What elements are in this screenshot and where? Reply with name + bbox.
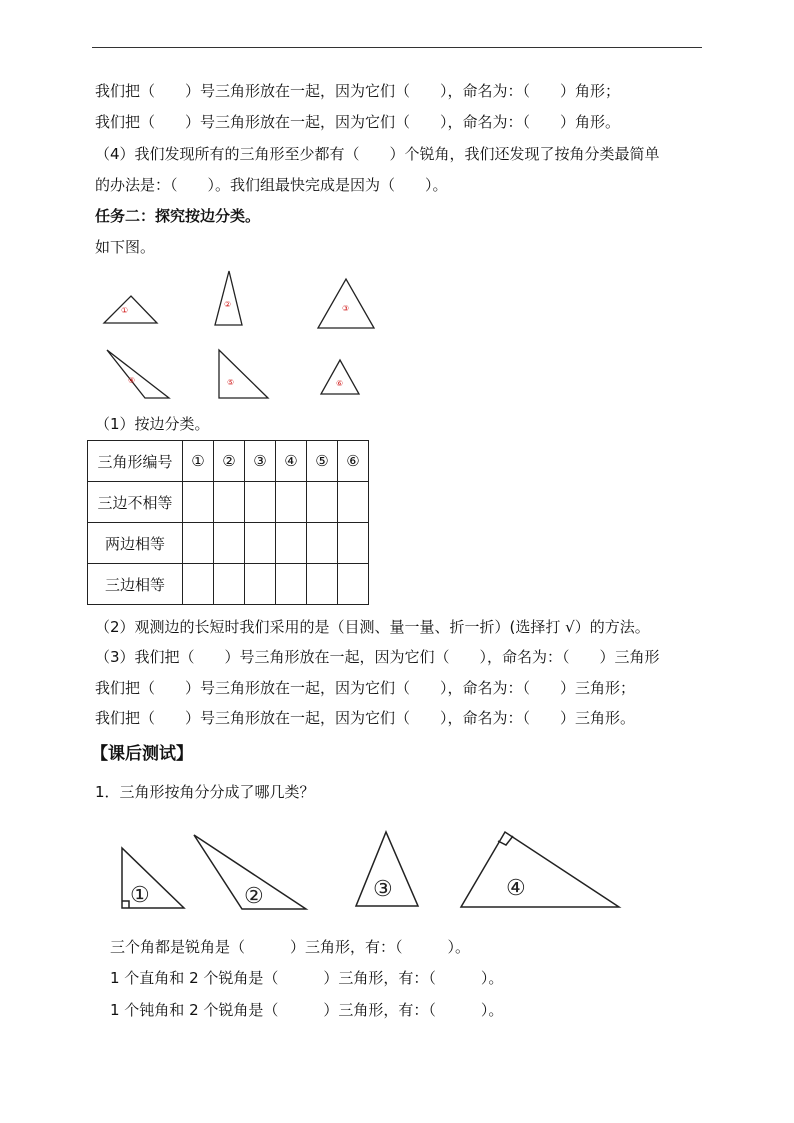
table-row bbox=[88, 523, 369, 564]
triangle-5 bbox=[219, 350, 268, 398]
triangle-3-label: ③ bbox=[342, 304, 350, 313]
text-line: （3）我们把（ ）号三角形放在一起，因为它们（ ），命名为：（ ）三角形 bbox=[95, 648, 660, 666]
table-row bbox=[88, 564, 369, 605]
table-header-cell: ② bbox=[214, 441, 245, 482]
big-triangle-2-label: ② bbox=[244, 884, 264, 909]
big-triangle-2 bbox=[194, 835, 306, 909]
table-cell bbox=[214, 564, 245, 605]
table-cell bbox=[183, 523, 214, 564]
question-1: 1．三角形按角分分成了哪几类？ bbox=[95, 783, 315, 801]
table-cell bbox=[245, 482, 276, 523]
answer-line: 1 个钝角和 2 个锐角是（ ）三角形，有：（ ）。 bbox=[110, 1001, 504, 1019]
triangle-3 bbox=[318, 279, 374, 328]
text-line: 的办法是：（ ）。我们组最快完成是因为（ ）。 bbox=[95, 176, 448, 194]
table-cell bbox=[276, 564, 307, 605]
table-cell bbox=[183, 564, 214, 605]
header-rule bbox=[92, 47, 702, 48]
table-cell bbox=[214, 482, 245, 523]
text-line: （2）观测边的长短时我们采用的是（目测、量一量、折一折）(选择打 √）的方法。 bbox=[95, 618, 650, 636]
table-cell bbox=[183, 482, 214, 523]
table-cell bbox=[214, 523, 245, 564]
row-label: 三边不相等 bbox=[88, 482, 183, 523]
table-header-row bbox=[88, 441, 369, 482]
row-label: 三边相等 bbox=[88, 564, 183, 605]
table-cell bbox=[245, 523, 276, 564]
table-header-cell: ⑤ bbox=[307, 441, 338, 482]
big-triangle-4 bbox=[461, 832, 619, 907]
triangle-6 bbox=[321, 360, 359, 394]
table-cell bbox=[307, 482, 338, 523]
triangle-6-label: ⑥ bbox=[336, 379, 344, 388]
triangle-2-label: ② bbox=[224, 300, 232, 309]
text-line: 我们把（ ）号三角形放在一起，因为它们（ ），命名为：（ ）角形。 bbox=[95, 113, 621, 131]
table-row bbox=[88, 482, 369, 523]
big-triangle-3 bbox=[356, 832, 418, 906]
table-cell bbox=[338, 523, 369, 564]
table-cell bbox=[307, 523, 338, 564]
table-cell bbox=[245, 564, 276, 605]
triangle-5-label: ⑤ bbox=[227, 378, 235, 387]
table-header-cell: ④ bbox=[276, 441, 307, 482]
text-line: （4）我们发现所有的三角形至少都有（ ）个锐角，我们还发现了按角分类最简单 bbox=[95, 145, 660, 163]
triangle-1 bbox=[104, 296, 157, 323]
text-line: 我们把（ ）号三角形放在一起，因为它们（ ），命名为：（ ）三角形； bbox=[95, 679, 636, 697]
table-cell bbox=[307, 564, 338, 605]
triangle-4 bbox=[107, 350, 169, 398]
table-cell bbox=[276, 482, 307, 523]
answer-line: 1 个直角和 2 个锐角是（ ）三角形，有：（ ）。 bbox=[110, 969, 504, 987]
triangle-1-label: ① bbox=[121, 306, 129, 315]
right-angle-mark-1 bbox=[122, 901, 129, 908]
table-header-cell: ① bbox=[183, 441, 214, 482]
triangle-2 bbox=[215, 271, 242, 325]
table-header-cell: ⑥ bbox=[338, 441, 369, 482]
step1-label: （1）按边分类。 bbox=[95, 415, 210, 433]
task2-intro: 如下图。 bbox=[95, 238, 156, 256]
big-triangle-1-label: ① bbox=[130, 883, 150, 908]
triangle-4-label: ④ bbox=[128, 376, 136, 385]
table-header-cell: ③ bbox=[245, 441, 276, 482]
answer-line: 三个角都是锐角是（ ）三角形，有：（ ）。 bbox=[110, 938, 471, 956]
text-line: 我们把（ ）号三角形放在一起，因为它们（ ），命名为：（ ）三角形。 bbox=[95, 709, 636, 727]
big-triangle-3-label: ③ bbox=[373, 877, 393, 902]
big-triangle-4-label: ④ bbox=[506, 876, 526, 901]
text-line: 我们把（ ）号三角形放在一起，因为它们（ ），命名为：（ ）角形； bbox=[95, 82, 621, 100]
table-cell bbox=[338, 564, 369, 605]
table-header-cell: 三角形编号 bbox=[88, 441, 183, 482]
section-title: 【课后测试】 bbox=[91, 744, 193, 764]
right-angle-mark-4 bbox=[498, 836, 513, 845]
big-triangle-1 bbox=[122, 848, 184, 908]
table-cell bbox=[338, 482, 369, 523]
task2-title: 任务二：探究按边分类。 bbox=[95, 207, 261, 225]
row-label: 两边相等 bbox=[88, 523, 183, 564]
table-cell bbox=[276, 523, 307, 564]
classification-table bbox=[87, 440, 369, 605]
